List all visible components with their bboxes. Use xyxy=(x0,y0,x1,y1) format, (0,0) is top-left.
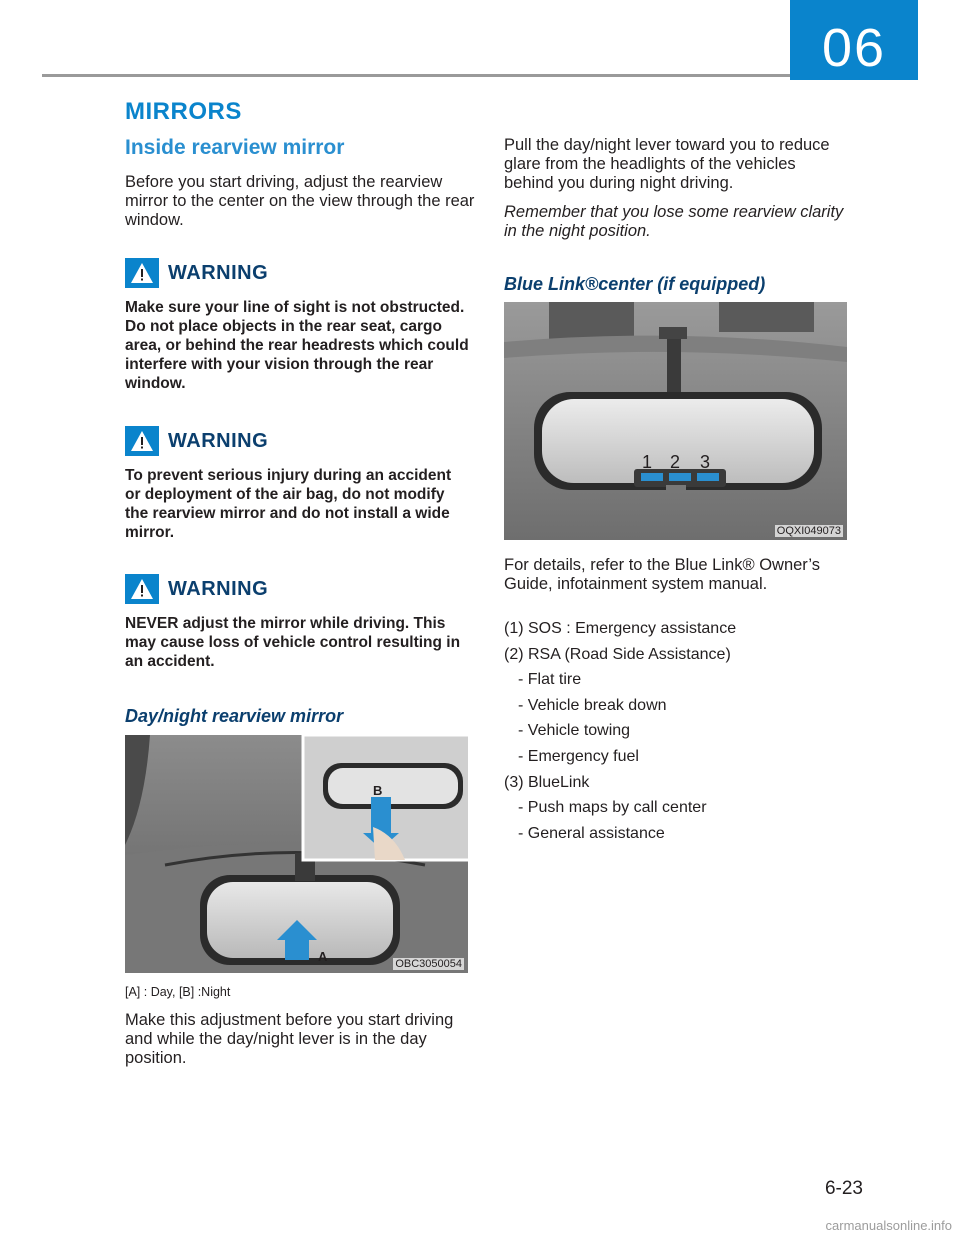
warning-text: Make sure your line of sight is not obstructed. Do not place objects in the rear seat, cargo area, or behind the rear headrests which could interfere with your vision through the rear window. xyxy=(125,299,469,392)
mirror-illustration xyxy=(125,735,468,973)
button-number-1: 1 xyxy=(642,452,653,472)
watermark: carmanualsonline.info xyxy=(825,1218,952,1233)
label-b: B xyxy=(373,783,383,798)
list-item: (1) SOS : Emergency assistance xyxy=(504,620,737,637)
list-item: - General assistance xyxy=(518,824,665,842)
section-title: MIRRORS xyxy=(125,98,242,125)
bluelink-feature-list xyxy=(504,619,849,849)
details-paragraph: For details, refer to the Blue Link® Owner’s Guide, infotainment system manual. xyxy=(504,556,821,593)
day-night-paragraph: Make this adjustment before you start driving and while the day/night lever is in the day position. xyxy=(125,1011,454,1067)
warning-box-3 xyxy=(125,574,470,671)
day-night-heading: Day/night rearview mirror xyxy=(125,706,344,726)
list-item: - Vehicle break down xyxy=(518,696,667,714)
warning-triangle-icon xyxy=(125,426,159,456)
figure-caption: [A] : Day, [B] :Night xyxy=(125,985,231,999)
list-item: (3) BlueLink xyxy=(504,773,590,791)
pull-lever-paragraph: Pull the day/night lever toward you to reduce glare from the headlights of the vehicles behind you during night driving. xyxy=(504,136,830,192)
figure-code: OBC3050054 xyxy=(395,958,462,970)
warning-text: To prevent serious injury during an accident or deployment of the air bag, do not modify the rearview mirror and do not install a wide mirror. xyxy=(125,467,452,541)
label-a: A xyxy=(318,949,328,964)
list-item: (2) RSA (Road Side Assistance) xyxy=(504,645,731,663)
chapter-tab: 06 xyxy=(790,0,918,80)
bluelink-heading: Blue Link®center (if equipped) xyxy=(504,274,766,294)
header-rule xyxy=(42,74,790,77)
warning-triangle-icon xyxy=(125,258,159,288)
warning-title: WARNING xyxy=(168,261,269,284)
button-number-2: 2 xyxy=(670,452,681,472)
warning-triangle-icon xyxy=(125,574,159,604)
page-number: 6-23 xyxy=(824,1178,863,1199)
list-item: - Push maps by call center xyxy=(518,799,707,817)
day-night-mirror-figure xyxy=(125,735,468,973)
subsection-title: Inside rearview mirror xyxy=(125,136,345,159)
bluelink-mirror-illustration xyxy=(504,302,847,540)
warning-text: NEVER adjust the mirror while driving. This may cause loss of vehicle control resulting in an accident. xyxy=(125,615,461,670)
warning-box-1 xyxy=(125,258,470,393)
list-item: - Emergency fuel xyxy=(518,747,639,765)
remember-paragraph: Remember that you lose some rearview clarity in the night position. xyxy=(504,203,844,240)
intro-paragraph: Before you start driving, adjust the rearview mirror to the center on the view through the rear window. xyxy=(125,173,475,229)
figure-code: OQXI049073 xyxy=(776,525,841,537)
list-item: - Vehicle towing xyxy=(518,722,631,740)
warning-title: WARNING xyxy=(168,429,269,452)
warning-title: WARNING xyxy=(168,577,269,600)
warning-box-2 xyxy=(125,426,470,542)
list-item: - Flat tire xyxy=(518,671,582,689)
button-number-3: 3 xyxy=(700,452,711,472)
bluelink-mirror-figure xyxy=(504,302,847,540)
